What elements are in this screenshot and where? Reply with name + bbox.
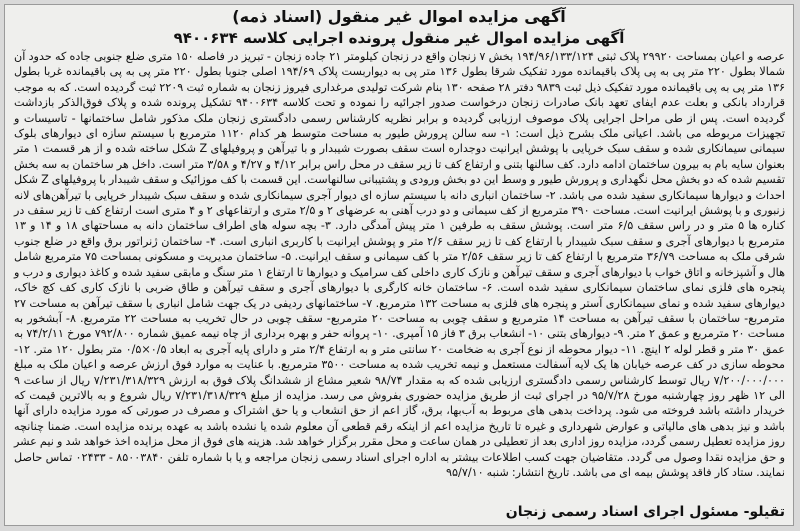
notice-subtitle: آگهی مزایده اموال غیر منقول پرونده اجرایی کلاسه ۹۴۰۰۶۳۴ (173, 29, 625, 47)
notice-signature: تقیلو- مسئول اجرای اسناد رسمی زنجان (505, 504, 785, 520)
auction-notice (4, 4, 794, 526)
notice-footer (13, 502, 785, 522)
notice-body: عرصه و اعیان بمساحت ۲۹۹۲۰ پلاک ثبتی ۱۹۴/۹۶/۱۳۳/۱۲۴ بخش ۷ زنجان واقع در زنجان کیلومتر ۲۱ جاده زنجان - تبریز در فاصله ۱۵۰ متری ضلع جنوبی جاده که حدود آن شمالا بطول ۲۲۰ متر پی به پی پلاک باقیمانده مورد تفکیک شرقا بطول ۱۳۶ متر پی به دیواربست پلاک ۱۹۴/۶۹ اصلی جنوبا بطول ۲۲۰ متر پی به پی باقیمانده غربا بطول ۱۳۶ متر پی به پی باقیمانده مورد تفکیک ذیل ثبت ۹۸۳۹ دفتر ۲۸ صفحه ۱۳۰ بنام شرکت تولیدی مرغداری فیروز زنجان به شماره ثبت ۲۲۰۹ ثبت گردیده است. که به موجب قرارداد بانکی و بعلت عدم ایفای تعهد بانک صادرات زنجان درخواست صدور اجرائیه را نموده و تحت کلاسه ۹۴۰۰۶۳۴ تشکیل پرونده شده و پلاک فوق‌الذکر بازداشت گردیده است. پس از طی مراحل اجرایی پلاک موصوف ارزیابی گردیده و برابر نظریه کارشناس رسمی دادگستری زنجان ملک مذکور شامل ساختمانها - تاسیسات و تجهیزات مربوطه می باشد. اعیانی ملک بشرح ذیل است: ۱- سه سالن پرورش طیور به مساحت متوسط هر کدام ۱۱۲۰ مترمربع با سیستم سازه ای دیوارهای بلوک سیمانی سیمانکاری شده و سقف سبک خرپایی با پوشش ایرانیت دوجداره است سقف بصورت شیبدار و با تیرآهن و پروفیلهای Z شکل ساخته شده و از هر قسمت ۱ متر بعنوان سایه بام به بیرون ساختمان ادامه دارد. کف سالنها بتنی و ارتفاع کف تا زیر سقف در محل راس برابر ۴/۱۲ و ۴/۲۷ و ۳/۵۸ متر است. داخل هر ساختمان به سه بخش تقسیم شده که دو بخش محل نگهداری و پرورش طیور و وسط این دو بخش ورودی و پشتیبانی سالنهاست. این قسمت با کف موزائیک و سقف شیبدار با پروفیلهای Z شکل احداث و دیوارها سیمانکاری سفید شده می باشد. ۲- ساختمان انباری دانه با سیستم سازه ای دیوار آجری سیمانکاری شده و سقف سبک شیبدار خرپایی با تیرآهن‌های لانه زنبوری و با پوشش ایرانیت است. مساحت ۳۹۰ مترمربع از کف سیمانی و دو درب آهنی به عرضهای ۲ و ۲/۵ متری و ارتفاعهای ۲ و ۴ متری است ارتفاع کف تا زیر سقف در کناره ها ۵ متر و در راس سقف ۶/۵ متر است. پوشش سقف به طرفین ۱ متر پیش آمدگی دارد. ۳- بچه سوله های اطراف ساختمان دانه به مساحتهای ۱۸ و ۱۴ و ۱۳ مترمربع با دیوارهای آجری و سقف سبک شیبدار با ارتفاع کف تا زیر سقف ۲/۶ متر و پوشش ایرانیت با کاربری انباری است. ۴- ساختمان ژنراتور برق واقع در ضلع جنوب شرقی ملک به مساحت ۳۶/۷۹ مترمربع با ارتفاع کف تا زیر سقف ۲/۵۶ متر با کف سیمانی و سقف ایرانیت. ۵- ساختمان مدیریت و مسکونی بمساحت ۷۵ مترمربع شامل هال و آشپزخانه و اتاق خواب با دیوارهای آجری و سقف تیرآهن و نازک کاری داخلی کف سرامیک و دیوارها تا ارتفاع ۱ متر سنگ و مابقی سفید شده و کاغذ دیواری و درب و پنجره های فلزی نمای ساختمان سیمانکاری سفید شده است. ۶- ساختمان خانه کارگری با دیوارهای آجری و سقف تیرآهن و طاق ضربی با نازک کاری کف کچ خاک، دیوارهای سفید شده و نمای سیمانکاری آستر و پنجره های فلزی به مساحت ۱۳۲ مترمربع. ۷- ساختمانهای ردیفی در یک جهت شامل انباری با سقف تیرآهن به مساحت ۲۷ مترمربع- ساختمان با سقف تیرآهن به مساحت ۱۴ مترمربع و سقف چوبی به مساحت ۲۰ مترمربع- سقف چوبی در حال تخریب به مساحت ۲۲ مترمربع. ۸- آبشخور به مساحت ۲۰ مترمربع و عمق ۲ متر. ۹- دیوارهای بتنی ۱۰- انشعاب برق ۳ فاز ۱۵ آمپری. ۱۰- پروانه حفر و بهره برداری از چاه نیمه عمیق شماره ۷۹۲/۸۰۰ مورخ ۷۴/۲/۱۱ به عمق ۳۰ متر و قطر لوله ۲ اینچ. ۱۱- دیوار محوطه از نوع آجری به ضخامت ۲۰ سانتی متر و به ارتفاع ۲/۴ متر و دارای پایه آجری به ابعاد ۰/۵×۰/۵ متر بطول ۱۲۰ متر. ۱۲- محوطه سازی در کف عرصه خیابان ها یک لایه آسفالت مستعمل و نیمه تخریب شده به مساحت ۳۵۰۰ مترمربع. با عنایت به موارد فوق ارزش عرصه و اعیان ملک به مبلغ ۷/۲۰۰/۰۰۰/۰۰۰ ریال توسط کارشناس رسمی دادگستری ارزیابی شده که به مقدار ۹۸/۷۴ شعیر مشاع از ششدانگ پلاک فوق به ارزش ۷/۲۳۱/۳۱۸/۳۲۹ ریال از ساعت ۹ الی ۱۲ ظهر روز چهارشنبه مورخ ۹۵/۷/۲۸ در اجرای ثبت از طریق مزایده حضوری بفروش می رسد. مزایده از مبلغ ۷/۲۳۱/۳۱۸/۳۲۹ ریال شروع و به بالاترین قیمت که خریدار داشته باشد فروخته می شود. پرداخت بدهی های مربوط به آب‌بها، برق، گاز اعم از حق انشعاب و یا حق اشتراک و مصرف در صورتی که مورد مزایده دارای آنها باشد و نیز بدهی های مالیاتی و عوارض شهرداری و غیره تا تاریخ مزایده اعم از اینکه رقم قطعی آن معلوم شده یا نشده باشد به عهده برنده مزایده است. ضمنا چنانچه روز مزایده تعطیل رسمی گردد، مزایده روز اداری بعد از تعطیلی در همان ساعت و محل مقرر برگزار خواهد شد. هزینه های فوق از محل مزایده اخذ خواهد شد و نیم عشر و حق مزایده نقدا وصول می گردد. متقاضیان جهت کسب اطلاعات بیشتر به اداره اجرای اسناد رسمی زنجان مراجعه و یا با شماره تلفن ۸۵۰۰۳۸۴۰ - ۰۲۴۳۳ تماس حاصل نمایند. ستاد کار فاقد پوشش بیمه ای می باشد. تاریخ انتشار: شنبه ۹۵/۷/۱۰ (14, 50, 786, 479)
notice-title: آگهی مزایده اموال غیر منقول (اسناد ذمه) (232, 7, 566, 26)
